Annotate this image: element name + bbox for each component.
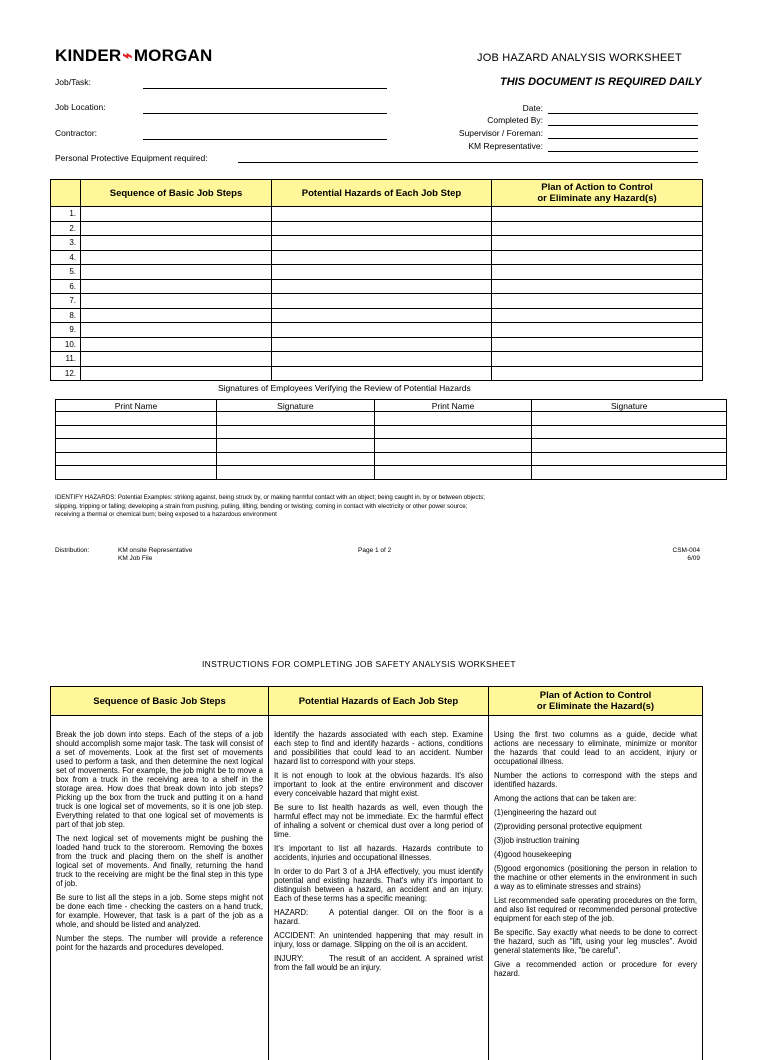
step-cell[interactable] — [81, 207, 272, 222]
action-cell[interactable] — [492, 236, 703, 251]
print-name-cell[interactable] — [374, 439, 532, 453]
print-name-cell[interactable] — [374, 452, 532, 466]
hazard-cell[interactable] — [272, 236, 492, 251]
hazard-cell[interactable] — [272, 308, 492, 323]
signature-cell[interactable] — [532, 452, 727, 466]
hazard-cell[interactable] — [272, 207, 492, 222]
print-name-cell[interactable] — [56, 439, 217, 453]
row-number: 3. — [51, 236, 81, 251]
instr-hazards-header: Potential Hazards of Each Job Step — [269, 687, 489, 716]
signatures-table — [55, 399, 727, 480]
job-steps-column-header: Sequence of Basic Job Steps — [81, 180, 272, 207]
action-cell[interactable] — [492, 352, 703, 367]
action-item: (4)good housekeeping — [494, 850, 697, 859]
hazards-line-2: slipping, tripping or falling; developing a strain from pushing, pulling, lifting, bending or twisting; coming in contact with electricity or other power source; — [55, 503, 735, 512]
row-number: 8. — [51, 308, 81, 323]
job-location-label: Job Location: — [55, 102, 106, 112]
hazard-cell[interactable] — [272, 352, 492, 367]
action-cell[interactable] — [492, 308, 703, 323]
km-rep-field[interactable] — [548, 151, 698, 152]
row-number: 12. — [51, 366, 81, 381]
distribution-item: KM Job File — [118, 555, 192, 563]
distribution-item: KM onsite Representative — [118, 547, 192, 555]
print-name-cell[interactable] — [374, 412, 532, 426]
action-cell[interactable] — [492, 323, 703, 338]
signatures-title: Signatures of Employees Verifying the Review of Potential Hazards — [218, 383, 471, 393]
paragraph: Be sure to list health hazards as well, even though the harmful effect may not be immediate. Ex: the harmful effect of inhaling a solvent or chemical dust over a long period of time. — [274, 803, 483, 839]
table-row — [51, 352, 703, 367]
signature-cell[interactable] — [532, 466, 727, 480]
term: HAZARD: — [274, 908, 329, 917]
signature-row — [56, 452, 727, 466]
step-cell[interactable] — [81, 279, 272, 294]
step-cell[interactable] — [81, 352, 272, 367]
ppe-field[interactable] — [238, 162, 698, 163]
signature-cell[interactable] — [217, 466, 375, 480]
document-subtitle: THIS DOCUMENT IS REQUIRED DAILY — [500, 76, 701, 88]
form-revision-date: 6/09 — [640, 555, 700, 563]
row-number: 9. — [51, 323, 81, 338]
page-number: Page 1 of 2 — [358, 547, 391, 555]
step-cell[interactable] — [81, 337, 272, 352]
action-cell[interactable] — [492, 265, 703, 280]
hazard-cell[interactable] — [272, 265, 492, 280]
company-logo: KINDER⌁MORGAN — [55, 46, 212, 66]
signature-cell[interactable] — [532, 425, 727, 439]
signature-cell[interactable] — [217, 412, 375, 426]
table-row — [51, 207, 703, 222]
action-cell[interactable] — [492, 366, 703, 381]
print-name-cell[interactable] — [56, 452, 217, 466]
paragraph: It's important to list all hazards. Hazards contribute to accidents, injuries and occupational illnesses. — [274, 844, 483, 862]
hazard-cell[interactable] — [272, 250, 492, 265]
paragraph: Break the job down into steps. Each of the steps of a job should accomplish some major task. The task will consist of a set of movements. Look at the first set of movements used to perform a task, and then determine the next logical set of movements. For example, the job might be to move a box from a truck in the receiving area to a shelf in the storage area. How does that break down into job steps? Picking up the box from the truck and putting it on a hand truck is one logical set of movements, so it is one job step. Everything related to that one logical set of movements is part of that job step. — [56, 730, 263, 829]
paragraph: The next logical set of movements might be pushing the loaded hand truck to the storeroom. Removing the boxes from the truck and placing them on the shelf is another logical set of movements. And finally, returning the hand truck to the receiving are might be the final step in this type of job. — [56, 834, 263, 888]
step-cell[interactable] — [81, 265, 272, 280]
action-item: (1)engineering the hazard out — [494, 808, 697, 817]
step-cell[interactable] — [81, 366, 272, 381]
action-cell[interactable] — [492, 294, 703, 309]
paragraph: Give a recommended action or procedure for every hazard. — [494, 960, 697, 978]
term: ACCIDENT: — [274, 931, 315, 940]
print-name-cell[interactable] — [56, 412, 217, 426]
table-row — [51, 308, 703, 323]
definition: A potential danger. Oil on the floor is a hazard. — [274, 908, 483, 926]
instr-steps-header: Sequence of Basic Job Steps — [51, 687, 269, 716]
hazard-cell[interactable] — [272, 279, 492, 294]
table-row — [51, 250, 703, 265]
print-name-header-2: Print Name — [374, 400, 532, 412]
action-item: (2)providing personal protective equipment — [494, 822, 697, 831]
signature-header: Signature — [217, 400, 375, 412]
action-cell[interactable] — [492, 337, 703, 352]
supervisor-label: Supervisor / Foreman: — [393, 128, 543, 138]
paragraph: In order to do Part 3 of a JHA effectively, you must identify potential and existing hazards. That's why it's important to distinguish between a hazard, an accident and an injury. Each of these terms has a specific meaning: — [274, 867, 483, 903]
hazard-definition — [274, 908, 483, 926]
instr-plan-cell — [489, 716, 703, 1060]
print-name-cell[interactable] — [374, 425, 532, 439]
table-row — [51, 279, 703, 294]
ppe-label: Personal Protective Equipment required: — [55, 153, 208, 163]
signature-cell[interactable] — [532, 439, 727, 453]
row-number: 2. — [51, 221, 81, 236]
signature-row — [56, 466, 727, 480]
accident-definition — [274, 931, 483, 949]
hazard-analysis-table — [50, 179, 703, 381]
table-row — [51, 366, 703, 381]
step-cell[interactable] — [81, 308, 272, 323]
km-rep-label: KM Representative: — [393, 141, 543, 151]
contractor-label: Contractor: — [55, 128, 97, 138]
form-code — [640, 547, 700, 563]
step-cell[interactable] — [81, 236, 272, 251]
instr-plan-header: Plan of Action to Control or Eliminate the Hazard(s) — [489, 687, 703, 716]
action-item: (5)good ergonomics (positioning the person in relation to the machine or other elements in the environment in such a way as to eliminate stresses and strains) — [494, 864, 697, 891]
job-task-label: Job/Task: — [55, 77, 91, 87]
supervisor-field[interactable] — [548, 138, 698, 139]
signature-cell[interactable] — [217, 425, 375, 439]
row-number: 11. — [51, 352, 81, 367]
step-cell[interactable] — [81, 250, 272, 265]
completed-by-field[interactable] — [548, 125, 698, 126]
term: INJURY: — [274, 954, 329, 963]
form-code-number: CSM-004 — [640, 547, 700, 555]
number-column-header — [51, 180, 81, 207]
action-cell[interactable] — [492, 250, 703, 265]
action-cell[interactable] — [492, 221, 703, 236]
row-number: 5. — [51, 265, 81, 280]
hazard-cell[interactable] — [272, 366, 492, 381]
action-cell[interactable] — [492, 207, 703, 222]
paragraph: Using the first two columns as a guide, decide what actions are necessary to eliminate, minimize or monitor the hazards that could lead to an accident, injury or occupational illness. — [494, 730, 697, 766]
paragraph: Number the actions to correspond with the steps and identified hazards. — [494, 771, 697, 789]
paragraph: Number the steps. The number will provide a reference point for the hazards and procedures developed. — [56, 934, 263, 952]
signature-cell[interactable] — [217, 439, 375, 453]
table-row — [51, 236, 703, 251]
signature-cell[interactable] — [217, 452, 375, 466]
table-row — [51, 221, 703, 236]
plan-column-header: Plan of Action to Control or Eliminate any Hazard(s) — [492, 180, 703, 207]
identify-hazards-note — [55, 494, 735, 520]
instructions-table — [50, 686, 703, 1060]
hazards-line-1: IDENTIFY HAZARDS: Potential Examples: striking against, being struck by, or making harmful contact with an object; being caught in, by or between objects; — [55, 494, 735, 503]
signature-row — [56, 439, 727, 453]
definition: The result of an accident. A sprained wrist from the fall would be an injury. — [274, 954, 483, 972]
job-task-field[interactable] — [143, 88, 387, 89]
instr-steps-cell — [51, 716, 269, 1060]
paragraph: List recommended safe operating procedures on the form, and also list required or recommended personal protective equipment for each step of the job. — [494, 896, 697, 923]
row-number: 1. — [51, 207, 81, 222]
signature-header-2: Signature — [532, 400, 727, 412]
paragraph: Among the actions that can be taken are: — [494, 794, 697, 803]
row-number: 7. — [51, 294, 81, 309]
print-name-cell[interactable] — [56, 466, 217, 480]
table-row — [51, 294, 703, 309]
hazards-line-3: receiving a thermal or chemical burn; being exposed to a hazardous environment — [55, 511, 735, 520]
row-number: 6. — [51, 279, 81, 294]
hazard-cell[interactable] — [272, 323, 492, 338]
step-cell[interactable] — [81, 323, 272, 338]
instr-hazards-cell — [269, 716, 489, 1060]
document-title: JOB HAZARD ANALYSIS WORKSHEET — [477, 52, 682, 64]
instructions-title: INSTRUCTIONS FOR COMPLETING JOB SAFETY ANALYSIS WORKSHEET — [202, 659, 516, 669]
definition: An unintended happening that may result in injury, loss or damage. Slipping on the oil is an accident. — [274, 931, 483, 949]
action-cell[interactable] — [492, 279, 703, 294]
paragraph: Identify the hazards associated with each step. Examine each step to find and identify hazards - actions, conditions and possibilities that could lead to an accident. Number hazard list to correspond with your steps. — [274, 730, 483, 766]
table-row — [51, 265, 703, 280]
distribution-list — [118, 547, 192, 563]
hazard-cell[interactable] — [272, 337, 492, 352]
hazard-cell[interactable] — [272, 294, 492, 309]
print-name-cell[interactable] — [56, 425, 217, 439]
row-number: 4. — [51, 250, 81, 265]
date-label: Date: — [393, 103, 543, 113]
action-item: (3)job instruction training — [494, 836, 697, 845]
signature-cell[interactable] — [532, 412, 727, 426]
lightning-bolt-icon: ⌁ — [122, 46, 132, 65]
paragraph: Be sure to list all the steps in a job. Some steps might not be done each time - checking the casters on a hand truck, for example. However, that task is a part of the job as a whole, and should be listed and analyzed. — [56, 893, 263, 929]
row-number: 10. — [51, 337, 81, 352]
step-cell[interactable] — [81, 294, 272, 309]
print-name-header: Print Name — [56, 400, 217, 412]
table-row — [51, 337, 703, 352]
paragraph: Be specific. Say exactly what needs to be done to correct the hazard, such as "lift, using your leg muscles". Avoid general statements like, "be careful". — [494, 928, 697, 955]
injury-definition — [274, 954, 483, 972]
hazards-column-header: Potential Hazards of Each Job Step — [272, 180, 492, 207]
step-cell[interactable] — [81, 221, 272, 236]
table-row — [51, 323, 703, 338]
contractor-field[interactable] — [143, 139, 387, 140]
completed-by-label: Completed By: — [393, 115, 543, 125]
distribution-label: Distribution: — [55, 547, 89, 555]
job-location-field[interactable] — [143, 113, 387, 114]
signature-row — [56, 425, 727, 439]
hazard-cell[interactable] — [272, 221, 492, 236]
date-field[interactable] — [548, 113, 698, 114]
paragraph: It is not enough to look at the obvious hazards. It's also important to look at the entire environment and discover every conceivable hazard that might exist. — [274, 771, 483, 798]
signature-row — [56, 412, 727, 426]
print-name-cell[interactable] — [374, 466, 532, 480]
